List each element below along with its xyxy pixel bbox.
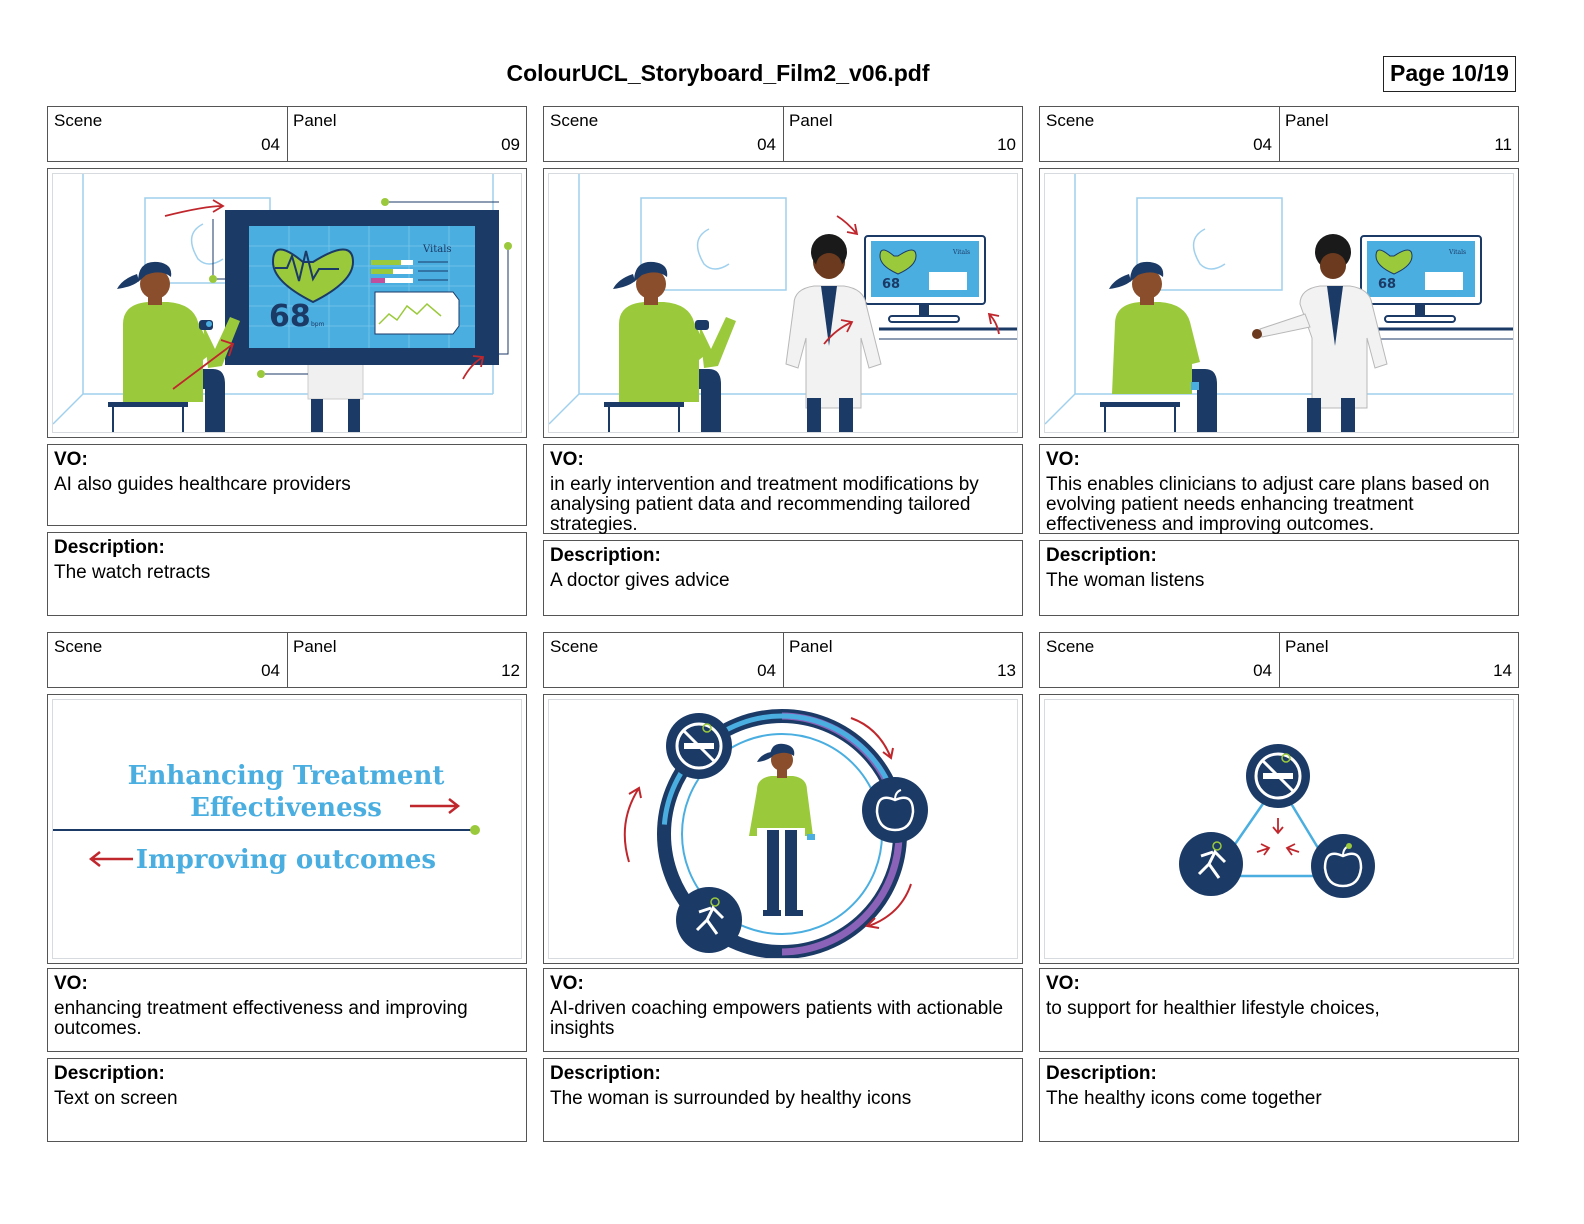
bpm-value: 68 — [882, 277, 901, 292]
vo-label: VO: — [54, 973, 88, 994]
panel-number: 13 — [997, 661, 1016, 680]
voiceover-box — [543, 968, 1023, 1052]
panel-number: 11 — [1494, 135, 1512, 154]
description-label: Description: — [54, 1063, 165, 1084]
vo-text: in early intervention and treatment modifications by analysing patient data and recommending tailored strategies. — [550, 474, 979, 535]
panel-header — [1039, 632, 1519, 688]
panel-illustration — [543, 694, 1023, 964]
description-box — [47, 532, 527, 616]
panel-label: Panel — [293, 637, 337, 656]
onscreen-text-line3: Improving outcomes — [135, 845, 437, 875]
page-indicator: Page 10/19 — [1383, 56, 1516, 92]
apple-icon — [862, 777, 928, 843]
description-label: Description: — [550, 1063, 661, 1084]
vo-text: This enables clinicians to adjust care plans based on evolving patient needs enhancing treatment effectiveness and improving outcomes. — [1046, 474, 1490, 535]
panel-illustration — [543, 168, 1023, 438]
vo-label: VO: — [54, 449, 88, 470]
scene-label: Scene — [550, 111, 599, 130]
vo-text: AI-driven coaching empowers patients with actionable insights — [550, 998, 1004, 1039]
running-icon — [1179, 832, 1243, 896]
panel-header — [543, 106, 1023, 162]
scene-label: Scene — [54, 111, 103, 130]
voiceover-box — [47, 444, 527, 526]
scene-number: 04 — [261, 135, 280, 154]
panel-illustration — [1039, 694, 1519, 964]
panel-label: Panel — [789, 637, 833, 656]
voiceover-box — [47, 968, 527, 1052]
scene-number: 04 — [1253, 135, 1272, 154]
no-smoking-icon — [1246, 744, 1310, 808]
bpm-value: 68 — [269, 299, 311, 334]
panel-header — [47, 632, 527, 688]
description-label: Description: — [1046, 545, 1157, 566]
description-box — [47, 1058, 527, 1142]
scene-number: 04 — [261, 661, 280, 680]
document-title: ColourUCL_Storyboard_Film2_v06.pdf — [506, 60, 930, 86]
onscreen-text-line2: Effectiveness — [190, 793, 382, 823]
no-smoking-icon — [666, 713, 732, 779]
description-label: Description: — [54, 537, 165, 558]
apple-icon — [1311, 834, 1375, 898]
panel-header — [543, 632, 1023, 688]
description-text: The woman listens — [1046, 570, 1205, 591]
scene-label: Scene — [1046, 111, 1095, 130]
description-box — [543, 1058, 1023, 1142]
voiceover-box — [1039, 444, 1519, 534]
scene-label: Scene — [550, 637, 599, 656]
scene-number: 04 — [1253, 661, 1272, 680]
vo-text: enhancing treatment effectiveness and improving outcomes. — [54, 998, 468, 1039]
scene-number: 04 — [757, 135, 776, 154]
scene-label: Scene — [54, 637, 103, 656]
panel-number: 14 — [1493, 661, 1512, 680]
description-box — [1039, 1058, 1519, 1142]
description-box — [543, 540, 1023, 616]
description-text: The healthy icons come together — [1046, 1088, 1322, 1109]
bpm-unit: bpm — [311, 321, 325, 328]
vo-label: VO: — [550, 973, 584, 994]
voiceover-box — [543, 444, 1023, 534]
panel-header — [47, 106, 527, 162]
description-text: Text on screen — [54, 1088, 178, 1109]
panel-label: Panel — [1285, 111, 1329, 130]
panel-label: Panel — [1285, 637, 1329, 656]
scene-label: Scene — [1046, 637, 1095, 656]
vo-label: VO: — [550, 449, 584, 470]
voiceover-box — [1039, 968, 1519, 1052]
running-icon — [676, 887, 742, 953]
panel-header — [1039, 106, 1519, 162]
panel-illustration — [47, 168, 527, 438]
description-label: Description: — [1046, 1063, 1157, 1084]
description-text: The woman is surrounded by healthy icons — [550, 1088, 912, 1109]
vitals-label: Vitals — [1449, 249, 1467, 256]
panel-illustration — [1039, 168, 1519, 438]
description-label: Description: — [550, 545, 661, 566]
description-box — [1039, 540, 1519, 616]
panel-number: 10 — [997, 135, 1016, 154]
panel-illustration — [47, 694, 527, 964]
vo-text: AI also guides healthcare providers — [54, 474, 351, 495]
vo-label: VO: — [1046, 449, 1080, 470]
vitals-label: Vitals — [953, 249, 971, 256]
description-text: A doctor gives advice — [550, 570, 730, 591]
panel-number: 09 — [501, 135, 520, 154]
scene-number: 04 — [757, 661, 776, 680]
bpm-value: 68 — [1378, 277, 1397, 292]
vo-label: VO: — [1046, 973, 1080, 994]
description-text: The watch retracts — [54, 562, 211, 583]
vo-text: to support for healthier lifestyle choices, — [1046, 998, 1380, 1019]
panel-label: Panel — [293, 111, 337, 130]
panel-label: Panel — [789, 111, 833, 130]
onscreen-text-line1: Enhancing Treatment — [127, 761, 445, 791]
panel-number: 12 — [501, 661, 520, 680]
vitals-label: Vitals — [423, 244, 452, 255]
